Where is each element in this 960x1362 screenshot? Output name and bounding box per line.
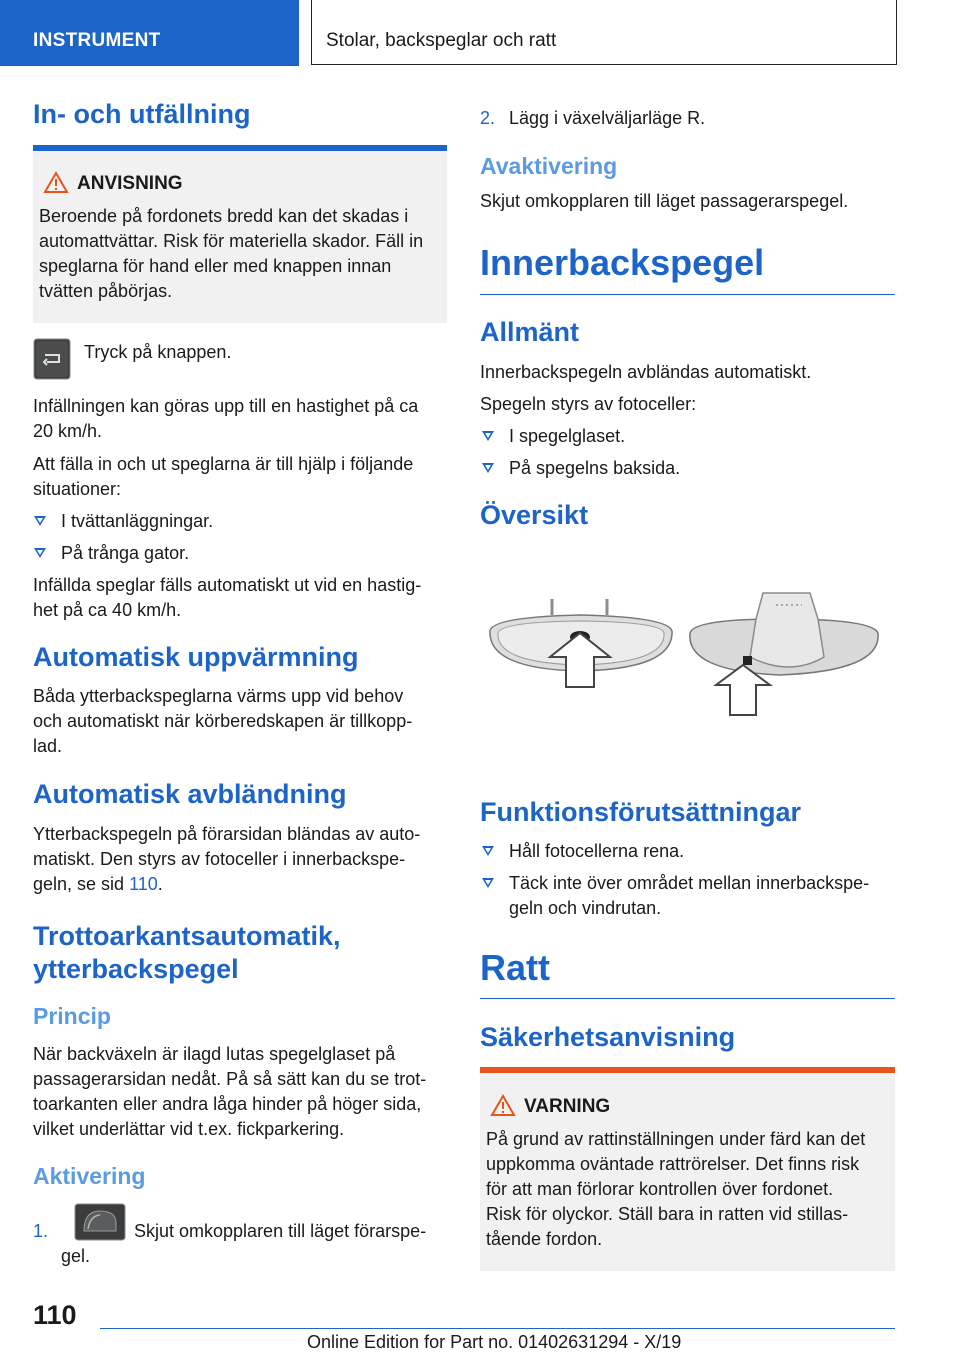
paragraph: toarkanten eller andra låga hinder på höger sida, (33, 1094, 422, 1114)
paragraph: När backväxeln är ilagd lutas spegelglaset på (33, 1044, 396, 1064)
mirror-switch-icon (74, 1203, 126, 1241)
paragraph: Båda ytterbackspeglarna värms upp vid behov (33, 686, 404, 706)
heading-deactivation: Avaktivering (480, 153, 618, 179)
warning-box (480, 1067, 895, 1271)
list-item-line: geln och vindrutan. (509, 898, 662, 918)
page-number: 110 (33, 1300, 77, 1330)
paragraph: Innerbackspegeln avbländas automatiskt. (480, 362, 812, 382)
bullet-triangle-icon (482, 431, 494, 441)
bullet-triangle-icon (482, 878, 494, 888)
heading-safety: Säkerhetsanvisning (480, 1022, 736, 1052)
list-item: I tvättanläggningar. (61, 511, 214, 531)
list-item: I spegelglaset. (509, 426, 626, 446)
heading-steering-wheel: Ratt (480, 947, 550, 988)
notice-line: Beroende på fordonets bredd kan det skadas i (39, 206, 409, 226)
step-text: Skjut omkopplaren till läget förarspe- (134, 1221, 427, 1241)
heading-rule (480, 998, 895, 999)
paragraph: Att fälla in och ut speglarna är till hjälp i följande (33, 454, 414, 474)
footer-rule (100, 1328, 895, 1329)
paragraph: Infällningen kan göras upp till en hastighet på ca (33, 396, 419, 416)
chapter-tab (311, 0, 897, 65)
list-item-line: Täck inte över området mellan innerbackspe- (509, 873, 870, 893)
notice-line: speglarna för hand eller med knappen innan (39, 256, 392, 276)
mirror-front (490, 599, 672, 687)
page-link[interactable]: 110 (129, 874, 158, 894)
list-item: Håll fotocellerna rena. (509, 841, 685, 861)
list-item (509, 871, 869, 921)
warning-line: för att man förlorar kontrollen över fordonet. (486, 1179, 834, 1199)
notice-line: automattvättar. Risk för materiella skador. Fäll in (39, 231, 424, 251)
bullet-triangle-icon (34, 548, 46, 558)
section-title: INSTRUMENT (33, 30, 161, 51)
step-text: Lägg i växelväljarläge R. (509, 108, 706, 128)
heading-curb: Trottoarkantsautomatik, (33, 921, 341, 951)
bullet-triangle-icon (482, 463, 494, 473)
mirror-fold-button-icon (33, 338, 71, 380)
heading-general: Allmänt (480, 317, 580, 347)
warning-title: VARNING (524, 1096, 611, 1117)
paragraph: Skjut omkopplaren till läget passagerarspegel. (480, 191, 849, 211)
warning-line: Risk för olyckor. Ställ bara in ratten vid stillas- (486, 1204, 849, 1224)
notice-title: ANVISNING (77, 173, 183, 194)
chapter-title: Stolar, backspeglar och ratt (326, 30, 557, 51)
paragraph: geln, se sid (33, 874, 130, 894)
paragraph: situationer: (33, 479, 122, 499)
heading-fold: In- och utfällning (33, 99, 251, 129)
paragraph: och automatiskt när körberedskapen är tillkopp- (33, 711, 413, 731)
warning-triangle-icon (490, 1094, 516, 1117)
notice-line: tvätten påbörjas. (39, 281, 173, 301)
heading-dimming: Automatisk avbländning (33, 779, 347, 809)
heading-curb: ytterbackspegel (33, 954, 239, 984)
heading-inner-mirror: Innerbackspegel (480, 242, 765, 283)
mirror-illustration (480, 585, 895, 720)
paragraph: lad. (33, 736, 63, 756)
warning-bar (480, 1067, 895, 1073)
heading-rule (480, 294, 895, 295)
heading-activation: Aktivering (33, 1163, 146, 1189)
paragraph: Infällda speglar fälls automatiskt ut vid en hastig- (33, 575, 422, 595)
bullet-triangle-icon (482, 846, 494, 856)
step-number: 1. (33, 1221, 49, 1241)
paragraph: passagerarsidan nedåt. På så sätt kan du se trot- (33, 1069, 427, 1089)
paragraph: matiskt. Den styrs av fotoceller i innerbackspe- (33, 849, 406, 869)
heading-principle: Princip (33, 1003, 111, 1029)
paragraph: 20 km/h. (33, 421, 103, 441)
notice-box (33, 145, 447, 323)
paragraph: vilket underlättar vid t.ex. fickparkering. (33, 1119, 345, 1139)
notice-bar (33, 145, 447, 151)
paragraph: Spegeln styrs av fotoceller: (480, 394, 697, 414)
step-text: gel. (61, 1246, 91, 1266)
bullet-triangle-icon (34, 516, 46, 526)
press-button-text: Tryck på knappen. (84, 342, 232, 362)
warning-line: tående fordon. (486, 1229, 603, 1249)
heading-heating: Automatisk uppvärmning (33, 642, 359, 672)
section-tab (0, 0, 299, 66)
list-item: På spegelns baksida. (509, 458, 681, 478)
step-number: 2. (480, 108, 496, 128)
heading-overview: Översikt (480, 500, 589, 530)
heading-function-conditions: Funktionsförutsättningar (480, 797, 801, 827)
edition-text: Online Edition for Part no. 01402631294 - X/19 (307, 1332, 682, 1352)
warning-line: uppkomma oväntade rattrörelser. Det finns risk (486, 1154, 860, 1174)
mirror-back (690, 593, 878, 715)
paragraph: het på ca 40 km/h. (33, 600, 182, 620)
warning-triangle-icon (43, 171, 69, 194)
paragraph: Ytterbackspegeln på förarsidan bländas av auto- (33, 824, 421, 844)
list-item: På trånga gator. (61, 543, 190, 563)
warning-line: På grund av rattinställningen under färd kan det (486, 1129, 866, 1149)
